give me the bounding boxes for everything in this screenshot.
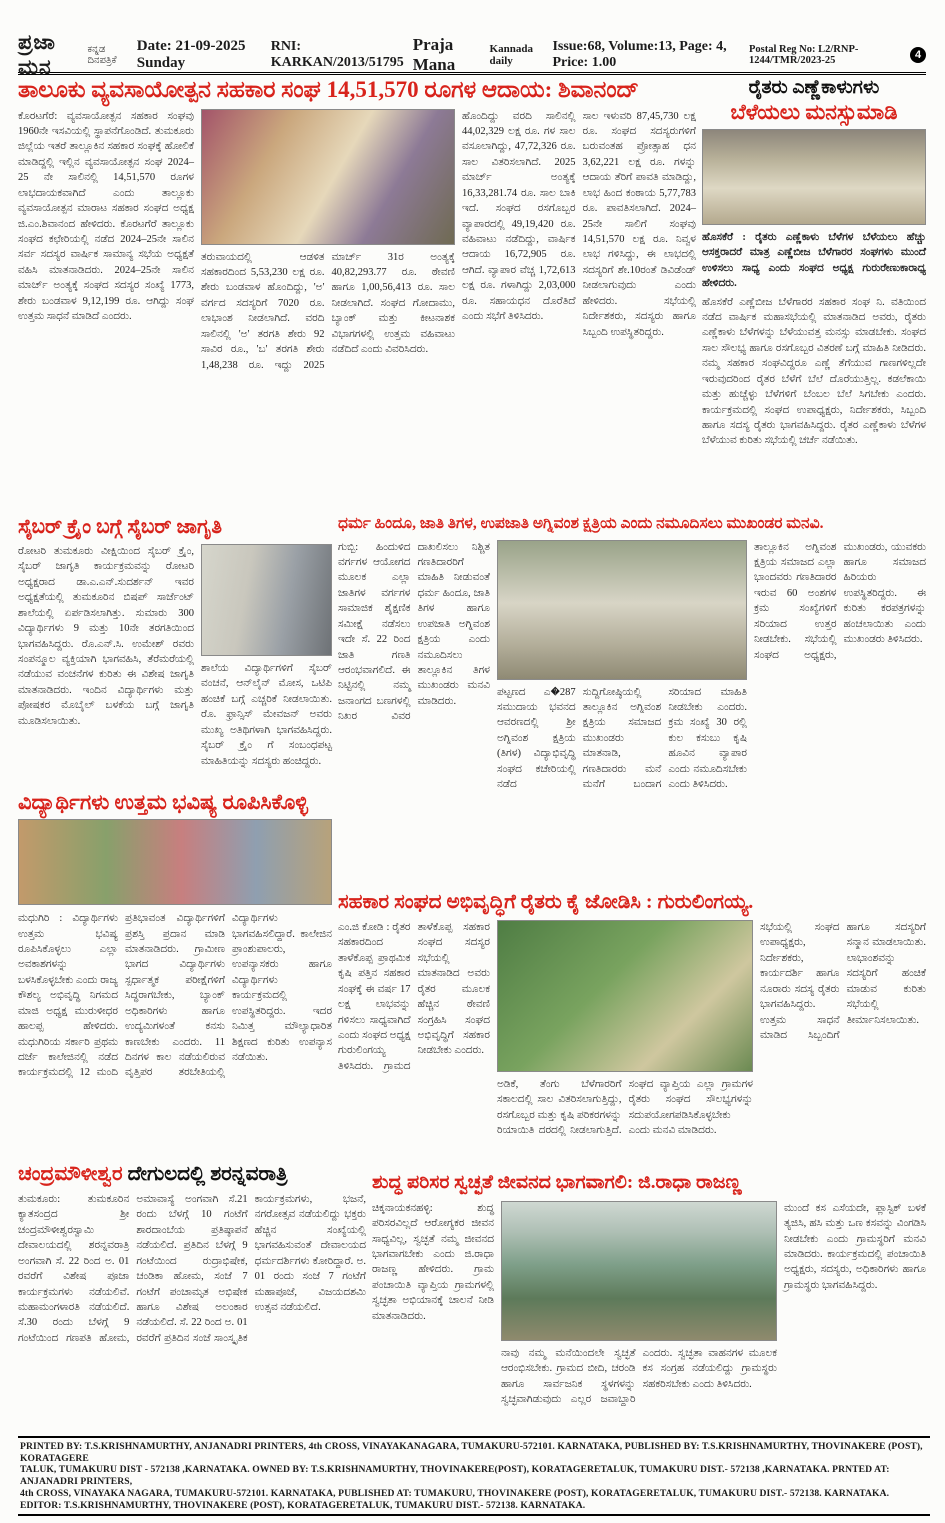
article-body-column: ತಾಲ್ಲೂಕಿನ ಅಗ್ನಿವಂಶ ಕ್ಷತ್ರಿಯ ಸಮಾಜದ ಎಲ್ಲಾ ಭಾಂದವರು ಗಣತಿದಾರರ ಇರುವ 60 ಅಂಶಗಳ ಕ್ರಮ ಸಂಖ್ಯೆಗಳಿಗೆ ಸರಿಯಾದ ಉತ್ತರ ನೀಡಬೇಕು. ಸಭೆಯಲ್ಲಿ ಸಂಘದ ಅಧ್ಯಕ್ಷರು, ಮುಖಂಡರು, ಯುವಕರು ಹಾಗೂ ಸಮಾಜದ ಹಿರಿಯರು ಉಪಸ್ಥಿತರಿದ್ದರು. ಈ ಕುರಿತು ಕರಪತ್ರಗಳನ್ನು ಹಂಚಲಾಯಿತು ಎಂದು ಮುಖಂಡರು ತಿಳಿಸಿದರು.	[754, 541, 926, 661]
article-society-development	[338, 890, 926, 1188]
article-clean-environment-headline: ಶುದ್ಧ ಪರಿಸರ ಸ್ವಚ್ಛತೆ ಜೀವನದ ಭಾಗವಾಗಲಿ: ಜಿ.ರಾಧಾ ರಾಜಣ್ಣ	[372, 1172, 742, 1193]
article-students-future	[18, 790, 332, 1158]
imprint-line: TALUK, TUMAKURU DIST - 572138 ,KARNATAKA. OWNED BY: T.S.KRISHNAMURTHY, THOVINAKERE(POST), KORATAGERETALUK, TUMAKURU DIST.- 572138 ,KARNATAKA. PRNTED AT: ANJANADRI PRINTERS,	[20, 1464, 890, 1488]
article-body-column: ಎಂ.ಜಿ ಕೋಡಿ : ರೈತರ ಸಹಕಾರದಿಂದ ತಾಳೆಕೊಪ್ಪ ಪ್ರಾಥಮಿಕ ಕೃಷಿ ಪತ್ತಿನ ಸಹಕಾರ ಸಂಘಕ್ಕೆ ಈ ವರ್ಷ 17 ಲಕ್ಷ ಲಾಭವನ್ನು ಗಳಿಸಲು ಸಾಧ್ಯವಾಗಿದೆ ಎಂದು ಸಂಘದ ಅಧ್ಯಕ್ಷ ಗುರುಲಿಂಗಯ್ಯ ತಿಳಿಸಿದರು. ಗ್ರಾಮದ ತಾಳೆಕೊಪ್ಪ ಸಹಕಾರ ಸಂಘದ ಸದಸ್ಯರ ಸಭೆಯಲ್ಲಿ ಮಾತನಾಡಿದ ಅವರು ರೈತರ ಮೂಲಕ ಹೆಚ್ಚಿನ ಠೇವಣಿ ಸಂಗ್ರಹಿಸಿ ಸಂಘದ ಅಭಿವೃದ್ಧಿಗೆ ಸಹಕಾರ ನೀಡಬೇಕು ಎಂದರು.	[338, 922, 490, 1072]
article-society-development-headline: ಸಹಕಾರ ಸಂಘದ ಅಭಿವೃದ್ಧಿಗೆ ರೈತರು ಕೈ ಜೋಡಿಸಿ : ಗುರುಲಿಂಗಯ್ಯ.	[338, 891, 754, 913]
article-oilseed-headline-top: ರೈತರು ಎಣ್ಣೆಕಾಳುಗಳು	[748, 77, 880, 98]
article-body-column: ಮಧುಗಿರಿ : ವಿದ್ಯಾರ್ಥಿಗಳು ಉತ್ತಮ ಭವಿಷ್ಯ ರೂಪಿಸಿಕೊಳ್ಳಲು ಎಲ್ಲಾ ಅವಕಾಶಗಳನ್ನು ಬಳಸಿಕೊಳ್ಳಬೇಕು ಎಂದು ರಾಜ್ಯ ಕೌಶಲ್ಯ ಅಭಿವೃದ್ಧಿ ನಿಗಮದ ಮಾಜಿ ಅಧ್ಯಕ್ಷ ಮುರುಳೀಧರ ಹಾಲಪ್ಪ ಹೇಳಿದರು. ಮಧುಗಿರಿಯ ಸರ್ಕಾರಿ ಪ್ರಥಮ ದರ್ಜೆ ಕಾಲೇಜಿನಲ್ಲಿ ನಡೆದ ಕಾರ್ಯಕ್ರಮದಲ್ಲಿ 12 ಮಂದಿ ಪ್ರತಿಭಾವಂತ ವಿದ್ಯಾರ್ಥಿಗಳಿಗೆ ಪ್ರಶಸ್ತಿ ಪ್ರದಾನ ಮಾಡಿ ಮಾತನಾಡಿದರು. ಗ್ರಾಮೀಣ ಭಾಗದ ವಿದ್ಯಾರ್ಥಿಗಳು ಸ್ಪರ್ಧಾತ್ಮಕ ಪರೀಕ್ಷೆಗಳಿಗೆ ಸಿದ್ಧರಾಗಬೇಕು, ಬ್ಯಾಂಕ್ ಅಧಿಕಾರಿಗಳು ಹಾಗೂ ಉದ್ಯಮಿಗಳಂತೆ ಕನಸು ಕಾಣಬೇಕು ಎಂದರು. 11 ದಿನಗಳ ಕಾಲ ನಡೆಯಲಿರುವ ವೃತ್ತಿಪರ ತರಬೇತಿಯಲ್ಲಿ ವಿದ್ಯಾರ್ಥಿಗಳು ಭಾಗವಹಿಸಲಿದ್ದಾರೆ. ಕಾಲೇಜಿನ ಪ್ರಾಂಶುಪಾಲರು, ಉಪನ್ಯಾಸಕರು ಹಾಗೂ ವಿದ್ಯಾರ್ಥಿಗಳು ಕಾರ್ಯಕ್ರಮದಲ್ಲಿ ಉಪಸ್ಥಿತರಿದ್ದರು. ಇದರ ನಿಮಿತ್ತ ಮೌಲ್ಯಾಧಾರಿತ ಶಿಕ್ಷಣದ ಕುರಿತು ಉಪನ್ಯಾಸ ನಡೆಯಿತು.	[18, 913, 332, 1079]
imprint-line: PRINTED BY: T.S.KRISHNAMURTHY, ANJANADRI PRINTERS, 4th CROSS, VINAYAKANAGARA, TUMAKURU-572101. KARNATAKA, PUBLISHED BY: T.S.KRISHNAMURTHY, THOVINAKERE (POST), KORATAGERE	[20, 1441, 923, 1464]
article-lead: ಹೊಸಕೆರೆ : ರೈತರು ಎಣ್ಣೆಕಾಳು ಬೆಳೆಗಳ ಬೆಳೆಯಲು ಹೆಚ್ಚು ಆಸಕ್ತರಾದರೆ ಮಾತ್ರ ಎಣ್ಣೆಬೀಜ ಬೆಳೆಗಾರರ ಸಂಘಗಳು ಮುಂದೆ ಉಳಿಸಲು ಸಾಧ್ಯ ಎಂದು ಸಂಘದ ಅಧ್ಯಕ್ಷ ಗುರುರೇಣುಕಾರಾಧ್ಯ ಹೇಳಿದರು.	[702, 231, 926, 290]
article-body-column: ಕೊರಟಗೆರೆ: ವ್ಯವಸಾಯೋತ್ಪನ ಸಹಕಾರ ಸಂಘವು 1960ನೇ ಇಸವಿಯಲ್ಲಿ ಸ್ಥಾಪನೆಗೊಂಡಿದೆ. ತುಮಕೂರು ಜಿಲ್ಲೆಯ ಇತರೆ ತಾಲ್ಲೂಕಿನ ಸಹಕಾರ ಸಂಘಕ್ಕೆ ಹೋಲಿಕೆ ಮಾಡಿದ್ದಲ್ಲಿ ಇಲ್ಲಿನ ವ್ಯವಸಾಯೋತ್ಪನ ಸಂಘ 2024–25 ನೇ ಸಾಲಿನಲ್ಲಿ 14,51,570 ರೂಗಳ ಲಾಭದಾಯಕವಾಗಿದೆ ಎಂದು ತಾಲ್ಲೂಕು ವ್ಯವಸಾಯೋತ್ಪನ ಮಾರಾಟ ಸಹಕಾರ ಸಂಘದ ಅಧ್ಯಕ್ಷ ಜಿ.ಎಂ.ಶಿವಾನಂದ ಹೇಳಿದರು. ಕೊರಟಗೆರೆ ತಾಲ್ಲೂಕು ಸಂಘದ ಕಛೇರಿಯಲ್ಲಿ ನಡೆದ 2024–25ನೇ ಸಾಲಿನ ಸರ್ವ ಸದಸ್ಯರ ವಾರ್ಷಿಕ ಸಾಮಾನ್ಯ ಸಭೆಯ ಅಧ್ಯಕ್ಷತೆ ವಹಿಸಿ ಮಾತನಾಡಿದರು. 2024–25ನೇ ಸಾಲಿನ ಮಾರ್ಚ್ ಅಂತ್ಯಕ್ಕೆ ಸಂಘದ ಸದಸ್ಯರ ಸಂಖ್ಯೆ 1773, ಶೇರು ಬಂಡವಾಳ 9,12,199 ರೂ. ಆಗಿದ್ದು ಸಂಘ ಉತ್ತಮ ಸಾಧನೆ ಮಾಡಿದೆ ಎಂದರು.	[18, 110, 194, 323]
article-cyber-headline: ಸೈಬರ್ ಕ್ರೈಂ ಬಗ್ಗೆ ಸೈಬರ್ ಜಾಗೃತಿ	[18, 516, 223, 538]
photo-cleanliness-drive	[501, 1201, 777, 1341]
article-temple-headline	[18, 1162, 366, 1186]
paper-name-english: Praja Mana	[412, 35, 456, 74]
photo-awareness-session	[201, 544, 332, 656]
masthead-postal-reg: Postal Reg No: L2/RNP-1244/TMR/2023-25	[749, 44, 859, 66]
article-caste-census	[338, 515, 926, 888]
article-students-headline: ವಿದ್ಯಾರ್ಥಿಗಳು ಉತ್ತಮ ಭವಿಷ್ಯ ರೂಪಿಸಿಕೊಳ್ಳಿ	[18, 790, 309, 814]
photo-group-leaders	[497, 540, 747, 680]
masthead-rni: RNI: KARKAN/2013/51795	[270, 39, 404, 70]
article-body-column: ಚಿಕ್ಕನಾಯಕನಹಳ್ಳಿ: ಶುದ್ಧ ಪರಿಸರವಿಲ್ಲದೆ ಆರೋಗ್ಯಕರ ಜೀವನ ಸಾಧ್ಯವಿಲ್ಲ, ಸ್ವಚ್ಛತೆ ನಮ್ಮ ಜೀವನದ ಭಾಗವಾಗಬೇಕು ಎಂದು ಜಿ.ರಾಧಾ ರಾಜಣ್ಣ ಹೇಳಿದರು. ಗ್ರಾಮ ಪಂಚಾಯಿತಿ ವ್ಯಾಪ್ತಿಯ ಗ್ರಾಮಗಳಲ್ಲಿ ಸ್ವಚ್ಛತಾ ಅಭಿಯಾನಕ್ಕೆ ಚಾಲನೆ ನೀಡಿ ಮಾತನಾಡಿದರು.	[372, 1202, 494, 1322]
article-oilseed-headline-bottom: ಬೆಳೆಯಲು ಮನಸ್ಸುಮಾಡಿ	[730, 99, 898, 124]
article-caste-census-headline: ಧರ್ಮ ಹಿಂದೂ, ಜಾತಿ ತಿಗಳ, ಉಪಜಾತಿ ಅಗ್ನಿವಂಶ ಕ್ಷತ್ರಿಯ ಎಂದು ನಮೂದಿಸಲು ಮುಖಂಡರ ಮನವಿ.	[338, 515, 824, 532]
paper-logo-subtitle: ಕನ್ನಡ ದಿನಪತ್ರಿಕೆ	[87, 44, 117, 66]
article-clean-environment	[372, 1172, 926, 1432]
photo-students-group	[18, 819, 332, 905]
article-body-column: ರೋಟರಿ ತುಮಕೂರು ವೀಕ್ಷಿಯಿಂದ ಸೈಬರ್ ಕ್ರೈಂ, ಸೈಬರ್ ಜಾಗೃತಿ ಕಾರ್ಯಕ್ರಮವನ್ನು ರೋಟರಿ ಅಧ್ಯಕ್ಷರಾದ ಡಾ.ಎ.ಎನ್.ಸುದರ್ಶನ್ ಇವರ ಅಧ್ಯಕ್ಷತೆಯಲ್ಲಿ ತುಮಕೂರಿನ ಬಿಷಪ್ ಸಾರ್ಜೆಂಟ್ ಶಾಲೆಯಲ್ಲಿ ಏರ್ಪಡಿಸಲಾಗಿತ್ತು. ಸುಮಾರು 300 ವಿದ್ಯಾರ್ಥಿಗಳು 9 ಮತ್ತು 10ನೇ ತರಗತಿಯಿಂದ ಭಾಗವಹಿಸಿದ್ದರು. ರೊ.ಎನ್.ಸಿ. ಉಮೇಶ್ ರವರು ಸಂಪನ್ಮೂಲ ವ್ಯಕ್ತಿಯಾಗಿ ಭಾಗವಹಿಸಿ, ತೆರೆಮರೆಯಲ್ಲಿ ನಡೆಯುವ ವಂಚನೆಗಳ ಕುರಿತು ಈ ವಿಶೇಷ ಜಾಗೃತಿ ಮಾತನಾಡಿದರು. ಇಂದಿನ ವಿದ್ಯಾರ್ಥಿಗಳು ಮತ್ತು ಪೋಷಕರ ಮೊಬೈಲ್ ಬಳಕೆಯ ಬಗ್ಗೆ ಜಾಗೃತಿ ಮೂಡಿಸಲಾಯಿತು.	[18, 546, 194, 727]
masthead	[18, 30, 926, 79]
imprint-line: 4th CROSS, VINAYAKA NAGARA, TUMAKURU-572101. KARNATAKA, PUBLISHED AT: TUMAKURU, THOVINAKERE (POST), KORATAGERETALUK, TUMAKURU DIST.- 572138. KARNATAKA.	[20, 1487, 890, 1499]
article-body-column: ಪಟ್ಟಣದ ಎ�287 ಸಮುದಾಯ ಭವನದ ಆವರಣದಲ್ಲಿ ಶ್ರೀ ಅಗ್ನಿವಂಶ ಕ್ಷತ್ರಿಯ (ತಿಗಳ) ವಿದ್ಯಾಭಿವೃದ್ಧಿ ಸಂಘದ ಕಚೇರಿಯಲ್ಲಿ ನಡೆದ ಸುದ್ದಿಗೋಷ್ಠಿಯಲ್ಲಿ ತಾಲ್ಲೂಕಿನ ಅಗ್ನಿವಂಶ ಕ್ಷತ್ರಿಯ ಸಮಾಜದ ಮುಖಂಡರು ಮಾತನಾಡಿ, ಗಣತಿದಾರರು ಮನೆ ಮನೆಗೆ ಬಂದಾಗ ಸರಿಯಾದ ಮಾಹಿತಿ ನೀಡಬೇಕು ಎಂದರು. ಕ್ರಮ ಸಂಖ್ಯೆ 30 ರಲ್ಲಿ ಕುಲ ಕಸುಬು ಕೃಷಿ ಹೂವಿನ ವ್ಯಾಪಾರ ಎಂದು ನಮೂದಿಸಬೇಕು ಎಂದು ತಿಳಿಸಿದರು.	[497, 686, 747, 791]
article-body-column: ನಾವು ನಮ್ಮ ಮನೆಯಿಂದಲೇ ಸ್ವಚ್ಛತೆ ಆರಂಭಿಸಬೇಕು. ಗ್ರಾಮದ ಬೀದಿ, ಚರಂಡಿ ಹಾಗೂ ಸಾರ್ವಜನಿಕ ಸ್ಥಳಗಳನ್ನು ಸ್ವಚ್ಛವಾಗಿಡುವುದು ಎಲ್ಲರ ಜವಾಬ್ದಾರಿ ಎಂದರು. ಸ್ವಚ್ಛತಾ ವಾಹನಗಳ ಮೂಲಕ ಕಸ ಸಂಗ್ರಹ ನಡೆಯಲಿದ್ದು ಗ್ರಾಮಸ್ಥರು ಸಹಕರಿಸಬೇಕು ಎಂದು ತಿಳಿಸಿದರು.	[501, 1347, 777, 1406]
paper-logo-kannada: ಪ್ರಜಾ ಮನ	[18, 30, 56, 79]
article-temple-navaratri	[18, 1162, 366, 1432]
article-body-column: ಹೊಸಕೆರೆ ಎಣ್ಣೆಬೀಜ ಬೆಳೆಗಾರರ ಸಹಕಾರ ಸಂಘ ನಿ. ವತಿಯಿಂದ ನಡೆದ ವಾರ್ಷಿಕ ಮಹಾಸಭೆಯಲ್ಲಿ ಮಾತನಾಡಿದ ಅವರು, ರೈತರು ಎಣ್ಣೆಕಾಳು ಬೆಳೆಗಳನ್ನು ಬೆಳೆಯುವತ್ತ ಮನಸ್ಸು ಮಾಡಬೇಕು. ಸಂಘದ ಸಾಲ ಸೌಲಭ್ಯ ಹಾಗೂ ರಸಗೊಬ್ಬರ ವಿತರಣೆ ಬಗ್ಗೆ ಮಾಹಿತಿ ನೀಡಿದರು. ನಮ್ಮ ಸಹಕಾರ ಸಂಘವಿದ್ದರೂ ಎಣ್ಣೆ ತೆಗೆಯುವ ಗಾಣಗಳಿಲ್ಲದೇ ಇರುವುದರಿಂದ ರೈತರ ಬೆಳೆಗೆ ಬೆಲೆ ದೊರೆಯುತ್ತಿಲ್ಲ. ಕಡಲೆಕಾಯಿ ಮತ್ತು ಹುಚ್ಚೆಳ್ಳು ಬೆಳೆಗಳಿಗೆ ಬೆಂಬಲ ಬೆಲೆ ಸಿಗಬೇಕು ಎಂದರು. ಕಾರ್ಯಕ್ರಮದಲ್ಲಿ ಸಂಘದ ಉಪಾಧ್ಯಕ್ಷರು, ನಿರ್ದೇಶಕರು, ಸಿಬ್ಬಂದಿ ಹಾಗೂ ಸದಸ್ಯ ರೈತರು ಭಾಗವಹಿಸಿದ್ದರು. ರೈತರ ಎಣ್ಣೆಕಾಳು ಬೆಳೆಗಳ ಬೆಳೆಯುವ ಕುರಿತು ಸಭೆಯಲ್ಲಿ ಚರ್ಚೆ ನಡೆಯಿತು.	[702, 296, 926, 447]
imprint-block	[18, 1436, 930, 1516]
article-oilseed-farmers	[702, 76, 926, 513]
photo-society-meeting	[497, 920, 753, 1072]
article-body-column: ಅಡಿಕೆ, ತೆಂಗು ಬೆಳೆಗಾರರಿಗೆ ಸಕಾಲದಲ್ಲಿ ಸಾಲ ವಿತರಿಸಲಾಗುತ್ತಿದ್ದು, ರಸಗೊಬ್ಬರ ಮತ್ತು ಕೃಷಿ ಪರಿಕರಗಳನ್ನು ರಿಯಾಯಿತಿ ದರದಲ್ಲಿ ನೀಡಲಾಗುತ್ತಿದೆ. ಸಂಘದ ವ್ಯಾಪ್ತಿಯ ಎಲ್ಲಾ ಗ್ರಾಮಗಳ ರೈತರು ಸಂಘದ ಸೌಲಭ್ಯಗಳನ್ನು ಸದುಪಯೋಗಪಡಿಸಿಕೊಳ್ಳಬೇಕು ಎಂದು ಮನವಿ ಮಾಡಿದರು.	[497, 1079, 753, 1137]
masthead-date: Date: 21-09-2025 Sunday	[136, 38, 246, 71]
paper-name-subtitle: Kannada daily	[489, 43, 533, 67]
article-temple-headline-black: ದೇಗುಲದಲ್ಲಿ ಶರನ್ನವರಾತ್ರಿ	[122, 1163, 288, 1185]
imprint-line: EDITOR: T.S.KRISHNAMURTHY, THOVINAKERE (POST), KORATAGERETALUK, TUMAKURU DIST.- 572138. KARNATAKA.	[20, 1499, 586, 1511]
article-society-income-headline: ತಾಲೂಕು ವ್ಯವಸಾಯೋತ್ಪನ ಸಹಕಾರ ಸಂಘ 14,51,570 ರೂಗಳ ಆದಾಯ: ಶಿವಾನಂದ್	[18, 77, 639, 102]
photo-felicitation	[201, 109, 455, 245]
photo-meeting-dais	[702, 129, 926, 225]
page-number-badge: 4	[910, 47, 926, 63]
article-temple-headline-red: ಚಂದ್ರಮೌಳೀಶ್ವರ	[18, 1163, 123, 1185]
article-body-column: ಮುಂದೆ ಕಸ ಎಸೆಯದೇ, ಪ್ಲಾಸ್ಟಿಕ್ ಬಳಕೆ ತ್ಯಜಿಸಿ, ಹಸಿ ಮತ್ತು ಒಣ ಕಸವನ್ನು ವಿಂಗಡಿಸಿ ನೀಡಬೇಕು ಎಂದು ಗ್ರಾಮಸ್ಥರಿಗೆ ಮನವಿ ಮಾಡಿದರು. ಕಾರ್ಯಕ್ರಮದಲ್ಲಿ ಪಂಚಾಯಿತಿ ಅಧ್ಯಕ್ಷರು, ಸದಸ್ಯರು, ಅಧಿಕಾರಿಗಳು ಹಾಗೂ ಗ್ರಾಮಸ್ಥರು ಭಾಗವಹಿಸಿದ್ದರು.	[784, 1202, 926, 1291]
masthead-issue-info: Issue:68, Volume:13, Page: 4, Price: 1.00	[552, 39, 727, 70]
article-body-column: ಸಭೆಯಲ್ಲಿ ಸಂಘದ ಉಪಾಧ್ಯಕ್ಷರು, ನಿರ್ದೇಶಕರು, ಕಾರ್ಯದರ್ಶಿ ಹಾಗೂ ನೂರಾರು ಸದಸ್ಯ ರೈತರು ಭಾಗವಹಿಸಿದ್ದರು. ಉತ್ತಮ ಸಾಧನೆ ಮಾಡಿದ ಸಿಬ್ಬಂದಿಗೆ ಹಾಗೂ ಸದಸ್ಯರಿಗೆ ಸನ್ಮಾನ ಮಾಡಲಾಯಿತು. ಲಾಭಾಂಶವನ್ನು ಸದಸ್ಯರಿಗೆ ಹಂಚಿಕೆ ಮಾಡುವ ಕುರಿತು ಸಭೆಯಲ್ಲಿ ತೀರ್ಮಾನಿಸಲಾಯಿತು.	[760, 922, 926, 1041]
article-body-column: ತರುವಾಯದಲ್ಲಿ ಆಡಳಿತ ಸಹಕಾರದಿಂದ 5,53,230 ಲಕ್ಷ ರೂ. ಶೇರು ಬಂಡವಾಳ ಹೊಂದಿದ್ದು, 'ಅ' ವರ್ಗದ ಸದಸ್ಯರಿಗೆ 7020 ರೂ. ಲಾಭಾಂಶ ನೀಡಲಾಗಿದೆ. ವರದಿ ಸಾಲಿನಲ್ಲಿ 'ಅ' ತರಗತಿ ಶೇರು 92 ಸಾವಿರ ರೂ., 'ಬ' ತರಗತಿ ಶೇರು 1,48,238 ರೂ. ಇದ್ದು 2025 ಮಾರ್ಚ್ 31ರ ಅಂತ್ಯಕ್ಕೆ 40,82,293.77 ರೂ. ಠೇವಣಿ ಹಾಗೂ 1,00,56,413 ರೂ. ಸಾಲ ನೀಡಲಾಗಿದೆ. ಸಂಘದ ಗೋದಾಮು, ಬ್ಯಾಂಕ್ ಮತ್ತು ಕೀಟನಾಶಕ ವಿಭಾಗಗಳಲ್ಲಿ ಉತ್ತಮ ವಹಿವಾಟು ನಡೆದಿದೆ ಎಂದು ವಿವರಿಸಿದರು.	[201, 251, 455, 371]
article-body-column: ಶಾಲೆಯ ವಿದ್ಯಾರ್ಥಿಗಳಿಗೆ ಸೈಬರ್ ವಂಚನೆ, ಆನ್‌ಲೈನ್ ಮೋಸ, ಒಟಿಪಿ ಹಂಚಿಕೆ ಬಗ್ಗೆ ಎಚ್ಚರಿಕೆ ನೀಡಲಾಯಿತು. ರೊ. ಫ್ರಾನ್ಸಿಸ್ ಮೇವಜನ್ ಅವರು ಮುಖ್ಯ ಅತಿಥಿಗಳಾಗಿ ಭಾಗವಹಿಸಿದ್ದರು. ಸೈಬರ್ ಕ್ರೈಂ ಗೆ ಸಂಬಂಧಪಟ್ಟ ಮಾಹಿತಿಯನ್ನು ಸದಸ್ಯರು ಹಂಚಿದ್ದರು.	[201, 663, 332, 767]
article-body-column: ತುಮಕೂರು: ತುಮಕೂರಿನ ಕ್ಯಾತಸಂದ್ರದ ಶ್ರೀ ಚಂದ್ರಮೌಳೀಶ್ವರಸ್ವಾಮಿ ದೇವಾಲಯದಲ್ಲಿ ಶರನ್ನವರಾತ್ರಿ ಅಂಗವಾಗಿ ಸೆ. 22 ರಿಂದ ಅ. 01 ರವರೆಗೆ ವಿಶೇಷ ಪೂಜಾ ಕಾರ್ಯಕ್ರಮಗಳು ನಡೆಯಲಿವೆ. ಮಹಾಮಂಗಳಾರತಿ ನಡೆಯಲಿದೆ. ಸೆ.30 ರಂದು ಬೆಳಗ್ಗೆ 9 ಗಂಟೆಯಿಂದ ಗಣಪತಿ ಹೋಮ, ಅಮಾವಾಸ್ಯೆ ಅಂಗವಾಗಿ ಸೆ.21 ರಂದು ಬೆಳಗ್ಗೆ 10 ಗಂಟೆಗೆ ಶಾರದಾಂಬೆಯ ಪ್ರತಿಷ್ಠಾಪನೆ ನಡೆಯಲಿದೆ. ಪ್ರತಿದಿನ ಬೆಳಗ್ಗೆ 9 ಗಂಟೆಯಿಂದ ರುದ್ರಾಭಿಷೇಕ, ಚಂಡಿಕಾ ಹೋಮ, ಸಂಜೆ 7 ಗಂಟೆಗೆ ಪಂಚಾಮೃತ ಅಭಿಷೇಕ ಹಾಗೂ ವಿಶೇಷ ಅಲಂಕಾರ ನಡೆಯಲಿದೆ. ಸೆ. 22 ರಿಂದ ಅ. 01 ರವರೆಗೆ ಪ್ರತಿದಿನ ಸಂಜೆ ಸಾಂಸ್ಕೃತಿಕ ಕಾರ್ಯಕ್ರಮಗಳು, ಭಜನೆ, ನಗರೋತ್ಸವ ನಡೆಯಲಿದ್ದು ಭಕ್ತರು ಹೆಚ್ಚಿನ ಸಂಖ್ಯೆಯಲ್ಲಿ ಭಾಗವಹಿಸುವಂತೆ ದೇವಾಲಯದ ಧರ್ಮದರ್ಶಿಗಳು ಕೋರಿದ್ದಾರೆ. ಅ. 01 ರಂದು ಸಂಜೆ 7 ಗಂಟೆಗೆ ಮಹಾಪೂಜೆ, ವಿಜಯದಶಮಿ ಉತ್ಸವ ನಡೆಯಲಿದೆ.	[18, 1194, 366, 1344]
article-society-income	[18, 76, 696, 513]
article-body-column: ಸಾಲ ಇಳುವರಿ 87,45,730 ಲಕ್ಷ ರೂ. ಸಂಘದ ಸದಸ್ಯರುಗಳಿಗೆ ಬರುವಂತಹ ಪ್ರೋತ್ಸಾಹ ಧನ 3,62,221 ಲಕ್ಷ ರೂ. ಗಳನ್ನು ಆದಾಯ ತೆರಿಗೆ ಪಾವತಿ ಮಾಡಿದ್ದು, ಲಾಭ ಹಿಂದ ಕಂಠಾಯ 5,77,783 ರೂ. ಪಾವತಿಸಲಾಗಿದೆ. 2024–25ನೇ ಸಾಲಿಗೆ ಸಂಘವು 14,51,570 ಲಕ್ಷ ರೂ. ನಿವ್ವಳ ಲಾಭ ಗಳಿಸಿದ್ದು, ಈ ಲಾಭದಲ್ಲಿ ಸದಸ್ಯರಿಗೆ ಶೇ.10ರಂತೆ ಡಿವಿಡೆಂಡ್ ನೀಡಲಾಗುವುದು ಎಂದು ಹೇಳಿದರು. ಸಭೆಯಲ್ಲಿ ನಿರ್ದೇಶಕರು, ಸದಸ್ಯರು ಹಾಗೂ ಸಿಬ್ಬಂದಿ ಉಪಸ್ಥಿತರಿದ್ದರು.	[582, 110, 696, 338]
article-body-column: ಹೊಂದಿದ್ದು ವರದಿ ಸಾಲಿನಲ್ಲಿ 44,02,329 ಲಕ್ಷ ರೂ. ಗಳ ಸಾಲ ವಸೂಲಾಗಿದ್ದು, 47,72,326 ರೂ. ಸಾಲ ವಿತರಿಸಲಾಗಿದೆ. 2025 ಮಾರ್ಚ್ ಅಂತ್ಯಕ್ಕೆ 16,33,281.74 ರೂ. ಸಾಲ ಬಾಕಿ ಇದೆ. ಸಂಘದ ರಸಗೊಬ್ಬರ ವ್ಯಾಪಾರದಲ್ಲಿ 49,19,420 ರೂ. ವಹಿವಾಟು ನಡೆದಿದ್ದು, ವಾರ್ಷಿಕ ಆದಾಯ 16,72,905 ರೂ. ಆಗಿದೆ. ವ್ಯಾಪಾರ ವೆಚ್ಚ 1,72,613 ಲಕ್ಷ ರೂ. ಗಳಾಗಿದ್ದು 2,03,000 ರೂ. ಸಹಾಯಧನ ದೊರೆತಿದೆ ಎಂದು ಸಭೆಗೆ ತಿಳಿಸಿದರು.	[462, 110, 576, 323]
article-body-column: ಗುಬ್ಬಿ: ಹಿಂದುಳಿದ ವರ್ಗಗಳ ಆಯೋಗದ ಮೂಲಕ ಎಲ್ಲಾ ಜಾತಿಗಳ ವರ್ಗಗಳ ಸಾಮಾಜಿಕ ಶೈಕ್ಷಣಿಕ ಸಮೀಕ್ಷೆ ನಡೆಸಲು ಇದೇ ಸೆ. 22 ರಿಂದ ಜಾತಿ ಗಣತಿ ಆರಂಭವಾಗಲಿದೆ. ಈ ನಿಟ್ಟಿನಲ್ಲಿ ನಮ್ಮ ಜನಾಂಗದ ಬಣಗಳಲ್ಲಿ ನಿಖರ ವಿವರ ದಾಖಲಿಸಲು ನಿಶ್ಚಿತ ಗಣತಿದಾರರಿಗೆ ಮಾಹಿತಿ ನೀಡುವಂತೆ ಧರ್ಮ ಹಿಂದೂ, ಜಾತಿ ತಿಗಳ ಹಾಗೂ ಉಪಜಾತಿ ಅಗ್ನಿವಂಶ ಕ್ಷತ್ರಿಯ ಎಂದು ನಮೂದಿಸಲು ತಾಲ್ಲೂಕಿನ ತಿಗಳ ಮುಖಂಡರು ಮನವಿ ಮಾಡಿದರು.	[338, 541, 490, 723]
article-cyber-awareness	[18, 515, 332, 788]
